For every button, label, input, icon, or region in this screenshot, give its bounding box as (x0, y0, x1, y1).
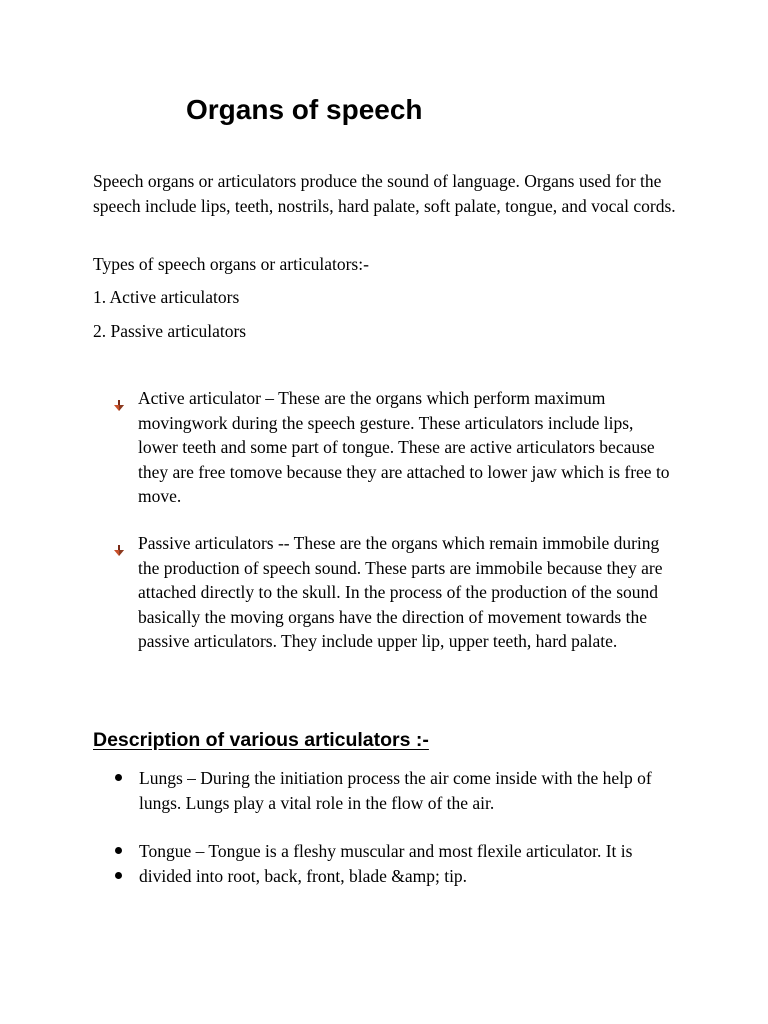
bullet-icon (115, 872, 122, 879)
intro-paragraph: Speech organs or articulators produce the sound of language. Organs used for the speech include lips, teeth, nostrils, hard palate, soft palate, tongue, and vocal cords. (93, 171, 676, 216)
section-heading: Description of various articulators :- (93, 729, 429, 751)
bullet-item-text: Tongue – Tongue is a fleshy muscular and most flexile articulator. It is divided into root, back, front, blade &amp; tip. (139, 841, 633, 886)
types-list-item-passive: 2. Passive articulators (93, 321, 247, 341)
types-list-item-active: 1. Active articulators (93, 287, 240, 307)
bullet-icon (115, 774, 122, 781)
arrow-list-item-passive-articulators (113, 531, 673, 654)
down-arrow-icon (113, 539, 125, 551)
bullet-icon (115, 847, 122, 854)
page-title: Organs of speech (186, 94, 423, 125)
bullet-list-item-tongue (115, 839, 675, 888)
arrow-item-text: Active articulator – These are the organs which perform maximum movingwork during the speech gesture. These articulators include lips, lower teeth and some part of tongue. These are active articulators because they are free tomove because they are attached to lower jaw which is free to move. (138, 388, 670, 506)
down-arrow-icon (113, 394, 125, 406)
arrow-list-item-active-articulator (113, 386, 673, 509)
arrow-item-text: Passive articulators -- These are the organs which remain immobile during the production of speech sound. These parts are immobile because they are attached directly to the skull. In the process of the production of the sound basically the moving organs have the direction of movement towards the passive articulators. They include upper lip, upper teeth, hard palate. (138, 533, 663, 651)
types-heading: Types of speech organs or articulators:- (93, 254, 369, 274)
bullet-item-text: Lungs – During the initiation process the air come inside with the help of lungs. Lungs play a vital role in the flow of the air. (139, 768, 652, 813)
bullet-list-item-lungs (115, 766, 675, 815)
